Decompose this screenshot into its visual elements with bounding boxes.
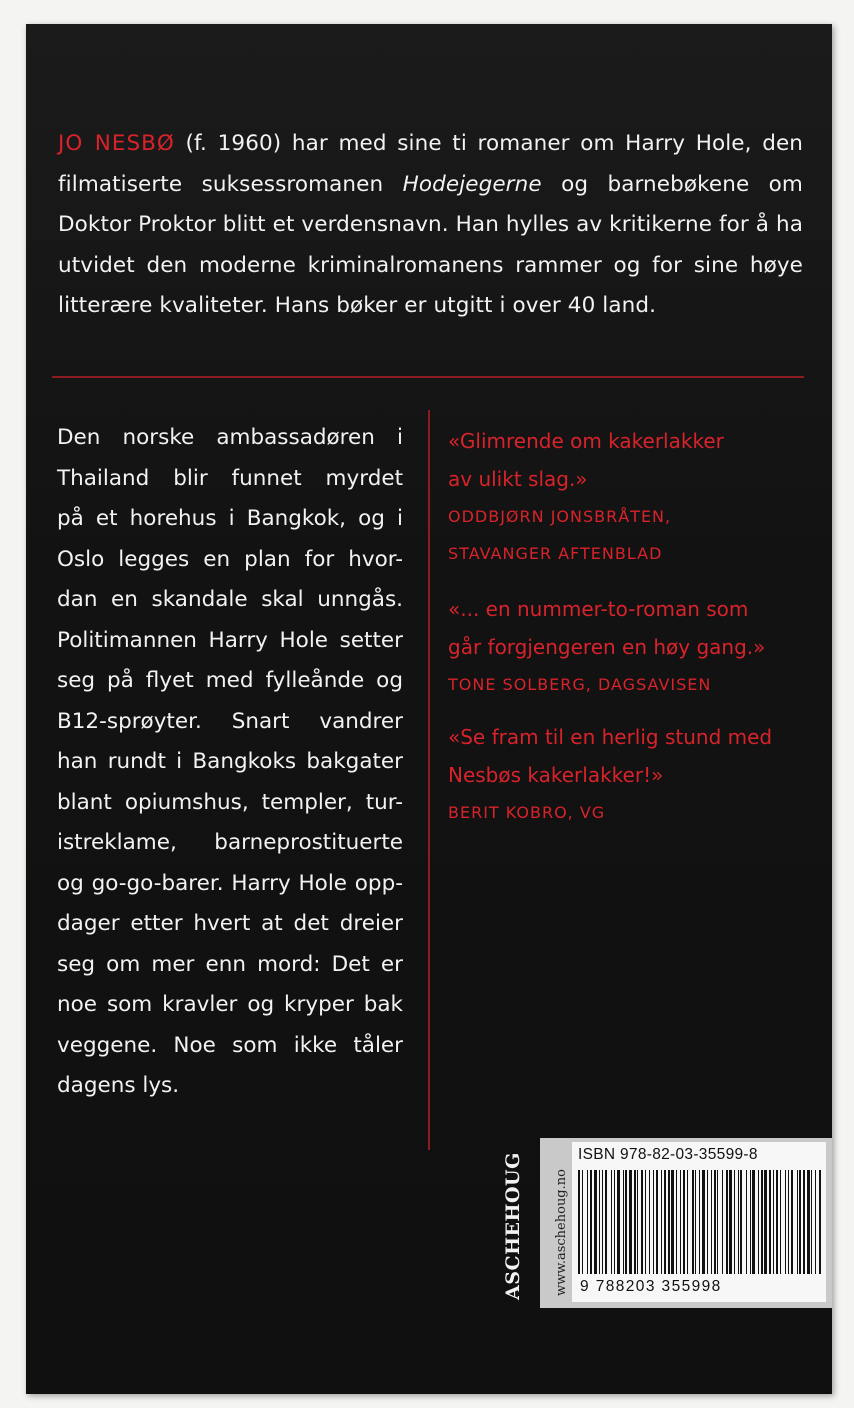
synopsis — [57, 418, 403, 1107]
quote-text: går forgjengeren en høy gang.» — [448, 635, 766, 659]
synopsis-line: Oslo legges en plan for hvor- — [57, 546, 403, 572]
author-name: JO NESBØ — [58, 131, 175, 156]
synopsis-line: han rundt i Bangkoks bakgater — [57, 749, 403, 774]
synopsis-line: dager etter hvert at det dreier — [57, 911, 403, 936]
quote-source: BERIT KOBRO, VG — [448, 803, 606, 822]
author-bio — [58, 124, 803, 327]
synopsis-line: noe som kravler og kryper bak — [57, 992, 403, 1017]
barcode-bars-icon — [576, 1170, 826, 1278]
quote-source: ODDBJØRN JONSBRÅTEN, — [448, 507, 672, 526]
vertical-divider — [428, 410, 430, 1150]
synopsis-line: på et horehus i Bangkok, og i — [57, 506, 403, 531]
quote-source: STAVANGER AFTENBLAD — [448, 544, 663, 563]
synopsis-line: dagens lys. — [57, 1073, 180, 1098]
quote-text: «... en nummer-to-roman som — [448, 597, 749, 621]
quote-text: av ulikt slag.» — [448, 467, 588, 491]
synopsis-line: Politimannen Harry Hole setter — [57, 627, 403, 653]
synopsis-line: og go-go-barer. Harry Hole opp- — [57, 870, 403, 896]
synopsis-line: blant opiumshus, templer, tur- — [57, 789, 403, 815]
quote-source: TONE SOLBERG, DAGSAVISEN — [448, 675, 712, 694]
synopsis-line: Den norske ambassadøren i — [57, 425, 403, 450]
publisher-logo-text: ASCHEHOUG — [502, 1152, 524, 1300]
quote-text: «Glimrende om kakerlakker — [448, 429, 724, 453]
bio-book-title: Hodejegerne — [402, 171, 542, 197]
synopsis-line: istreklame, barneprostituerte — [57, 830, 403, 855]
horizontal-divider — [52, 376, 804, 378]
bio-text-2: og barnebøkene om Doktor Proktor blitt et verdensnavn. Han hylles av kritikerne for å ha utvidet den moderne kriminalromanens rammer og for sine høye litterære kvaliteter. Hans bøker er utgitt i over 40 land. — [58, 171, 803, 318]
quote-text: «Se fram til en herlig stund med — [448, 725, 773, 749]
review-quote — [448, 590, 828, 703]
synopsis-line: seg om mer enn mord: Det er — [57, 951, 403, 977]
book-back-cover — [26, 24, 832, 1394]
synopsis-line: seg på flyet med fylleånde og — [57, 668, 403, 693]
quote-text: Nesbøs kakerlakker!» — [448, 763, 664, 787]
synopsis-line: veggene. Noe som ikke tåler — [57, 1032, 403, 1058]
review-quote — [448, 422, 828, 572]
bio-text-1: (f. 1960) har med sine ti romaner om Harry Hole, den filmatiserte suksessromanen — [58, 131, 804, 197]
review-quotes — [448, 422, 828, 831]
synopsis-line: Thailand blir funnet myrdet — [57, 465, 403, 491]
publisher-url-strip — [540, 1138, 572, 1308]
review-quote — [448, 718, 828, 831]
barcode-digits: 9 788203 355998 — [580, 1278, 722, 1295]
publisher-url: www.aschehoug.no — [554, 1169, 569, 1296]
synopsis-line: dan en skandale skal unngås. — [57, 587, 403, 612]
isbn-text: ISBN 978-82-03-35599-8 — [578, 1146, 758, 1163]
barcode-label — [540, 1138, 832, 1308]
synopsis-line: B12-sprøyter. Snart vandrer — [57, 708, 403, 734]
